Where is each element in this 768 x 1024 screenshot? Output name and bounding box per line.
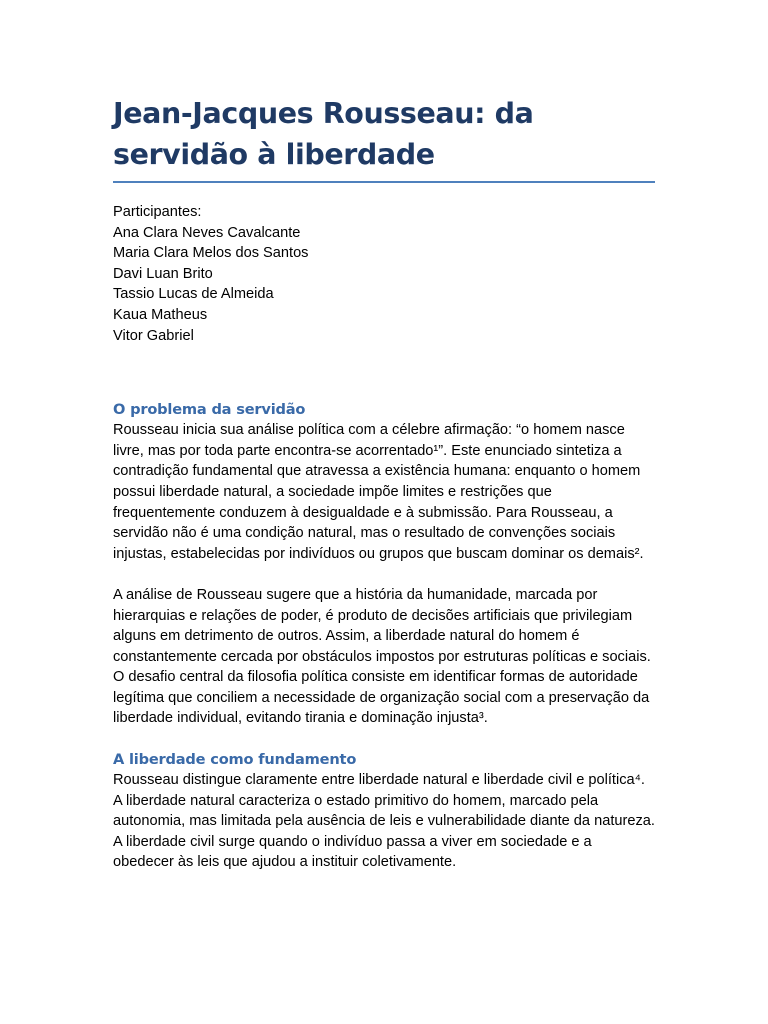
participant-name: Vitor Gabriel <box>113 327 194 344</box>
participant-name: Maria Clara Melos dos Santos <box>113 245 309 262</box>
paragraph: A análise de Rousseau sugere que a história da humanidade, marcada por hierarquias e relações de poder, é produto de decisões artificiais que privilegiam alguns em detrimento de outros. Assim, a liberdade natural do homem é constantemente cercada por obstáculos impostos por estruturas políticas e sociais. O desafio central da filosofia política consiste em identificar formas de autoridade legítima que conciliem a necessidade de organização social com a preservação da liberdade individual, evitando tirania e dominação injusta³. <box>113 586 651 727</box>
participants-label: Participantes: <box>113 204 202 220</box>
document-content <box>113 93 655 873</box>
participant-name: Tassio Lucas de Almeida <box>113 286 274 303</box>
section-heading-servidao: O problema da servidão <box>113 401 306 419</box>
participant-name: Kaua Matheus <box>113 306 208 323</box>
participants-list <box>113 202 655 346</box>
participant-name: Ana Clara Neves Cavalcante <box>113 224 301 241</box>
paragraph: Rousseau distingue claramente entre liberdade natural e liberdade civil e política⁴. A liberdade natural caracteriza o estado primitivo do homem, marcado pela autonomia, mas limitada pela ausência de leis e vulnerabilidade diante da natureza. A liberdade civil surge quando o indivíduo passa a viver em sociedade e a obedecer às leis que ajudou a instituir coletivamente. <box>113 772 655 871</box>
document-title: Jean-Jacques Rousseau: da servidão à liberdade <box>113 93 655 183</box>
participant-name: Davi Luan Brito <box>113 265 213 282</box>
paragraph: Rousseau inicia sua análise política com a célebre afirmação: “o homem nasce livre, mas por toda parte encontra-se acorrentado¹”. Este enunciado sintetiza a contradição fundamental que atravessa a existência humana: enquanto o homem possui liberdade natural, a sociedade impõe limites e restrições que frequentemente conduzem à desigualdade e à submissão. Para Rousseau, a servidão não é uma condição natural, mas o resultado de convenções sociais injustas, estabelecidas por indivíduos ou grupos que buscam dominar os demais². <box>113 422 644 562</box>
section-heading-liberdade: A liberdade como fundamento <box>113 751 357 769</box>
